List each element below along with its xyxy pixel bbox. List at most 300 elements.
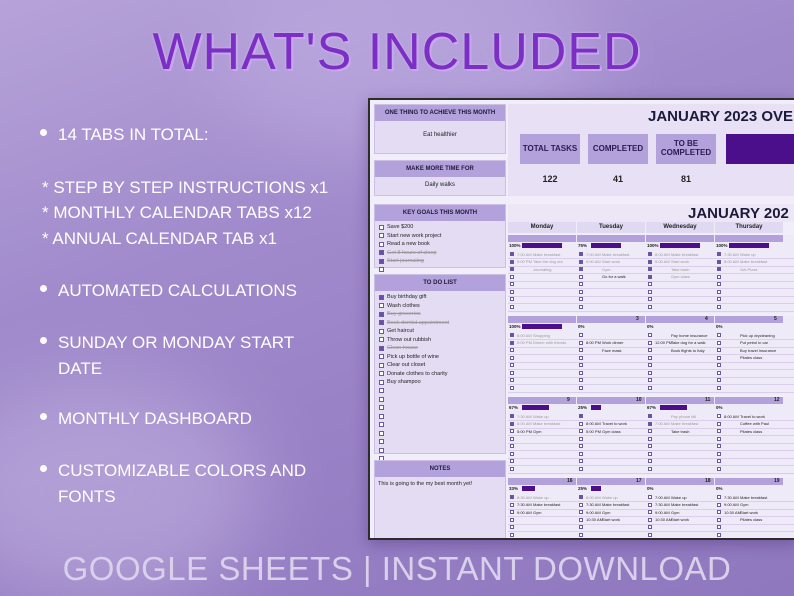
task-text[interactable]: Work dinner xyxy=(602,340,624,345)
task-checkbox[interactable] xyxy=(648,386,652,390)
item-text[interactable]: Wash clothes xyxy=(387,302,420,309)
task-checkbox[interactable] xyxy=(717,267,721,271)
task-checkbox[interactable] xyxy=(717,282,721,286)
task-text[interactable]: Make breakfast xyxy=(602,502,630,507)
task-checkbox[interactable] xyxy=(648,341,652,345)
task-checkbox[interactable] xyxy=(648,378,652,382)
task-time: 8:30 AM xyxy=(517,494,532,500)
task-checkbox[interactable] xyxy=(717,371,721,375)
task-checkbox[interactable] xyxy=(579,510,583,514)
task-text[interactable]: Make breakfast xyxy=(671,421,699,426)
todo-item xyxy=(375,429,505,438)
task-checkbox[interactable] xyxy=(510,297,514,301)
day-header-bar xyxy=(508,235,576,242)
feature-item xyxy=(58,358,102,381)
task-checkbox[interactable] xyxy=(510,533,514,537)
day-header-bar xyxy=(646,397,714,404)
todo-item xyxy=(375,293,505,302)
task-checkbox[interactable] xyxy=(717,378,721,382)
task-text[interactable]: Make breakfast xyxy=(533,421,561,426)
task-checkbox[interactable] xyxy=(579,386,583,390)
item-text[interactable]: Book dentist appointment xyxy=(387,319,450,326)
todo-item xyxy=(375,336,505,345)
task-checkbox[interactable] xyxy=(510,518,514,522)
feature-item xyxy=(42,229,277,249)
task-checkbox[interactable] xyxy=(648,282,652,286)
row-divider xyxy=(508,539,794,540)
overview-title: JANUARY 2023 OVE xyxy=(648,108,794,125)
task-checkbox[interactable] xyxy=(510,414,514,418)
task-checkbox[interactable] xyxy=(648,533,652,537)
item-text[interactable]: Start new work project xyxy=(387,232,442,239)
task-checkbox[interactable] xyxy=(510,452,514,456)
row-divider xyxy=(508,384,794,385)
task-checkbox[interactable] xyxy=(579,503,583,507)
feature-text: DATE xyxy=(58,359,103,378)
calendar-title: JANUARY 202 xyxy=(688,205,789,222)
feature-text: AUTOMATED CALCULATIONS xyxy=(58,281,297,300)
task-checkbox[interactable] xyxy=(579,452,583,456)
feature-text: CUSTOMIZABLE COLORS AND xyxy=(58,461,307,480)
task-checkbox[interactable] xyxy=(510,267,514,271)
task-text[interactable]: Take dog for a walk xyxy=(671,340,706,345)
feature-text: * STEP BY STEP INSTRUCTIONS x1 xyxy=(42,178,329,197)
task-checkbox[interactable] xyxy=(717,437,721,441)
task-text[interactable]: Travel to work xyxy=(740,413,765,419)
stat-remaining-value: 81 xyxy=(680,174,691,184)
task-text[interactable]: Go for a walk xyxy=(602,274,626,279)
item-text[interactable]: Get haircut xyxy=(387,328,414,334)
task-text[interactable]: Journaling xyxy=(533,266,552,272)
task-checkbox[interactable] xyxy=(648,297,652,301)
day-progress-bar xyxy=(591,486,601,491)
task-checkbox[interactable] xyxy=(648,437,652,441)
stat-total-label: TOTAL TASKS xyxy=(520,134,580,164)
task-text[interactable]: Buy travel insurance xyxy=(740,347,777,353)
notes-value[interactable]: This is going to the my best month yet! xyxy=(378,481,473,487)
task-checkbox[interactable] xyxy=(717,533,721,537)
task-text[interactable]: Pilates class xyxy=(740,428,763,434)
task-checkbox[interactable] xyxy=(579,297,583,301)
checkbox[interactable] xyxy=(379,346,384,351)
task-text[interactable]: Start work xyxy=(602,259,621,264)
task-text[interactable]: Start work xyxy=(671,517,690,522)
todo-item xyxy=(375,370,505,379)
task-checkbox[interactable] xyxy=(648,252,652,256)
checkbox[interactable] xyxy=(379,431,384,436)
task-time: 10:30 AM xyxy=(655,517,672,522)
task-checkbox[interactable] xyxy=(648,518,652,522)
task-checkbox[interactable] xyxy=(510,341,514,345)
task-checkbox[interactable] xyxy=(579,363,583,367)
feature-item xyxy=(42,203,312,223)
row-divider xyxy=(508,362,794,363)
day-progress-bar xyxy=(729,243,769,248)
task-checkbox[interactable] xyxy=(717,518,721,522)
task-checkbox[interactable] xyxy=(648,503,652,507)
task-checkbox[interactable] xyxy=(648,371,652,375)
task-checkbox[interactable] xyxy=(579,275,583,279)
checkbox[interactable] xyxy=(379,422,384,427)
task-text[interactable]: Pilates class xyxy=(740,517,763,522)
row-divider xyxy=(508,377,794,378)
day-progress-bar xyxy=(522,243,562,248)
day-percent: 0% xyxy=(716,486,723,491)
task-checkbox[interactable] xyxy=(510,378,514,382)
checkbox[interactable] xyxy=(379,303,384,308)
task-checkbox[interactable] xyxy=(579,444,583,448)
task-text[interactable]: Start work xyxy=(602,517,621,522)
item-text[interactable]: Get 8 hours of sleep xyxy=(387,249,437,256)
task-text[interactable]: Face mask xyxy=(602,347,622,353)
todo-item xyxy=(375,446,505,455)
row-divider xyxy=(508,465,794,466)
goals-box xyxy=(374,204,506,268)
day-percent: 0% xyxy=(716,324,723,329)
task-checkbox[interactable] xyxy=(717,341,721,345)
day-percent: 0% xyxy=(578,324,585,329)
task-time: 9:00 PM xyxy=(517,259,532,264)
task-text[interactable]: Put petrol in car xyxy=(740,340,769,345)
task-checkbox[interactable] xyxy=(579,525,583,529)
task-checkbox[interactable] xyxy=(510,305,514,309)
task-text[interactable]: Gym xyxy=(602,266,611,272)
task-checkbox[interactable] xyxy=(510,252,514,256)
task-checkbox[interactable] xyxy=(510,467,514,471)
task-text[interactable]: Pay phone bill xyxy=(671,413,697,419)
item-text[interactable]: Throw out rubbish xyxy=(387,336,432,343)
task-checkbox[interactable] xyxy=(648,275,652,279)
day-number: 3 xyxy=(636,316,639,322)
task-checkbox[interactable] xyxy=(648,444,652,448)
checkbox[interactable] xyxy=(379,250,384,255)
day-progress-bar xyxy=(660,405,687,410)
item-text[interactable]: Buy groceries xyxy=(387,311,421,317)
page-title: WHAT'S INCLUDED xyxy=(152,23,642,81)
todo-item xyxy=(375,378,505,387)
task-text[interactable]: Gym xyxy=(533,428,542,434)
task-time: 5:00 PM xyxy=(517,428,532,434)
day-percent: 67% xyxy=(647,405,657,410)
task-text[interactable]: Gym xyxy=(671,509,680,515)
task-time: 7:00 AM xyxy=(517,251,532,257)
checkbox[interactable] xyxy=(379,371,384,376)
row-divider xyxy=(508,369,794,370)
day-number: 9 xyxy=(567,397,570,403)
task-text[interactable]: Dinner with friends xyxy=(533,340,567,345)
checkbox[interactable] xyxy=(379,380,384,385)
task-text[interactable]: Make breakfast xyxy=(740,494,768,500)
day-header-bar xyxy=(508,478,576,485)
checkbox[interactable] xyxy=(379,448,384,453)
checkbox[interactable] xyxy=(379,354,384,359)
task-checkbox[interactable] xyxy=(579,348,583,352)
task-checkbox[interactable] xyxy=(717,348,721,352)
task-checkbox[interactable] xyxy=(579,305,583,309)
task-checkbox[interactable] xyxy=(579,495,583,499)
task-text[interactable]: Take trash xyxy=(671,428,690,434)
todo-title: TO DO LIST xyxy=(375,275,505,291)
task-checkbox[interactable] xyxy=(648,363,652,367)
task-text[interactable]: Pilates class xyxy=(740,355,763,360)
task-checkbox[interactable] xyxy=(648,525,652,529)
task-checkbox[interactable] xyxy=(510,371,514,375)
task-text[interactable]: Wake up xyxy=(602,494,618,500)
day-percent: 0% xyxy=(647,486,654,491)
task-text[interactable]: Make breakfast xyxy=(533,251,561,257)
day-header-bar xyxy=(715,316,783,323)
task-text[interactable]: Wake up xyxy=(671,494,687,500)
day-header-bar xyxy=(508,316,576,323)
task-checkbox[interactable] xyxy=(579,260,583,264)
checkbox[interactable] xyxy=(379,225,384,230)
task-time: 9:00 AM xyxy=(724,502,739,507)
task-text[interactable]: Start work xyxy=(740,509,759,515)
task-checkbox[interactable] xyxy=(717,356,721,360)
task-checkbox[interactable] xyxy=(579,356,583,360)
todo-item xyxy=(375,387,505,396)
feature-text: MONTHLY DASHBOARD xyxy=(58,409,252,428)
task-time: 8:00 PM xyxy=(586,340,601,345)
task-checkbox[interactable] xyxy=(579,290,583,294)
task-checkbox[interactable] xyxy=(510,260,514,264)
weekday-header: Wednesday xyxy=(646,222,714,233)
task-checkbox[interactable] xyxy=(648,267,652,271)
task-checkbox[interactable] xyxy=(717,429,721,433)
task-checkbox[interactable] xyxy=(648,356,652,360)
task-checkbox[interactable] xyxy=(579,422,583,426)
task-checkbox[interactable] xyxy=(510,290,514,294)
task-checkbox[interactable] xyxy=(717,363,721,367)
checkbox[interactable] xyxy=(379,320,384,325)
task-checkbox[interactable] xyxy=(510,348,514,352)
todo-item xyxy=(375,404,505,413)
task-text[interactable]: Start work xyxy=(671,259,690,264)
task-checkbox[interactable] xyxy=(717,510,721,514)
task-checkbox[interactable] xyxy=(648,305,652,309)
task-text[interactable]: Shopping xyxy=(533,332,550,338)
item-text[interactable]: Clean house xyxy=(387,345,418,351)
task-text[interactable]: Make breakfast xyxy=(602,251,630,257)
task-checkbox[interactable] xyxy=(717,297,721,301)
task-checkbox[interactable] xyxy=(579,371,583,375)
task-checkbox[interactable] xyxy=(717,525,721,529)
task-text[interactable]: Gym class xyxy=(602,428,621,434)
task-text[interactable]: Take trash xyxy=(671,266,690,272)
item-text[interactable]: Buy birthday gift xyxy=(387,294,427,300)
task-checkbox[interactable] xyxy=(648,459,652,463)
task-checkbox[interactable] xyxy=(717,260,721,264)
task-checkbox[interactable] xyxy=(510,429,514,433)
item-text[interactable]: Pick up bottle of wine xyxy=(387,353,439,360)
notes-box xyxy=(374,460,506,540)
day-header-bar xyxy=(715,397,783,404)
task-checkbox[interactable] xyxy=(648,260,652,264)
task-checkbox[interactable] xyxy=(510,356,514,360)
task-checkbox[interactable] xyxy=(510,444,514,448)
task-checkbox[interactable] xyxy=(717,275,721,279)
day-progress-bar xyxy=(591,243,621,248)
task-text[interactable]: Gym xyxy=(740,502,749,507)
task-checkbox[interactable] xyxy=(648,290,652,294)
checkbox[interactable] xyxy=(379,233,384,238)
checkbox[interactable] xyxy=(379,259,384,264)
task-text[interactable]: Book flights to Italy xyxy=(671,347,705,353)
task-text[interactable]: Travel to work xyxy=(602,421,627,426)
row-divider xyxy=(508,458,794,459)
task-checkbox[interactable] xyxy=(579,467,583,471)
task-checkbox[interactable] xyxy=(648,348,652,352)
task-checkbox[interactable] xyxy=(510,363,514,367)
checkbox[interactable] xyxy=(379,363,384,368)
task-text[interactable]: Wake up xyxy=(533,494,549,500)
checkbox[interactable] xyxy=(379,405,384,410)
task-checkbox[interactable] xyxy=(717,422,721,426)
row-divider xyxy=(508,539,794,540)
checkbox[interactable] xyxy=(379,267,384,272)
checkbox[interactable] xyxy=(379,295,384,300)
task-checkbox[interactable] xyxy=(510,333,514,337)
task-checkbox[interactable] xyxy=(579,267,583,271)
task-checkbox[interactable] xyxy=(510,495,514,499)
feature-item xyxy=(40,332,294,355)
task-checkbox[interactable] xyxy=(510,437,514,441)
checkbox[interactable] xyxy=(379,439,384,444)
one-thing-value[interactable]: Eat healthier xyxy=(423,132,457,138)
task-checkbox[interactable] xyxy=(717,333,721,337)
task-checkbox[interactable] xyxy=(648,495,652,499)
task-checkbox[interactable] xyxy=(648,510,652,514)
task-text[interactable]: Pay home insurance xyxy=(671,332,708,338)
task-text[interactable]: Make breakfast xyxy=(740,259,768,264)
task-checkbox[interactable] xyxy=(579,533,583,537)
task-checkbox[interactable] xyxy=(717,252,721,256)
task-text[interactable]: Wake up xyxy=(533,413,549,419)
spreadsheet-preview xyxy=(368,98,794,540)
task-time: 10:30 AM xyxy=(724,509,741,515)
task-checkbox[interactable] xyxy=(579,437,583,441)
task-text[interactable]: Gym xyxy=(533,509,542,515)
task-checkbox[interactable] xyxy=(579,459,583,463)
task-checkbox[interactable] xyxy=(717,459,721,463)
task-checkbox[interactable] xyxy=(717,444,721,448)
item-text[interactable]: Buy shampoo xyxy=(387,379,421,385)
task-checkbox[interactable] xyxy=(648,414,652,418)
task-checkbox[interactable] xyxy=(717,414,721,418)
task-text[interactable]: Take the dog out xyxy=(533,259,563,264)
day-number: 12 xyxy=(774,397,780,403)
checkbox[interactable] xyxy=(379,414,384,419)
task-text[interactable]: Pick up drycleaning xyxy=(740,332,775,338)
day-number: 5 xyxy=(774,316,777,322)
task-checkbox[interactable] xyxy=(510,386,514,390)
task-text[interactable]: Gym xyxy=(602,509,611,515)
task-checkbox[interactable] xyxy=(717,503,721,507)
task-checkbox[interactable] xyxy=(717,467,721,471)
task-checkbox[interactable] xyxy=(717,290,721,294)
task-text[interactable]: Wake up xyxy=(740,251,756,257)
item-text[interactable]: Donate clothes to charity xyxy=(387,370,448,377)
day-percent: 25% xyxy=(578,486,588,491)
todo-item xyxy=(375,353,505,362)
task-time: 8:00 AM xyxy=(655,251,670,257)
task-checkbox[interactable] xyxy=(510,422,514,426)
day-header-bar xyxy=(646,235,714,242)
task-checkbox[interactable] xyxy=(510,275,514,279)
task-text[interactable]: Gym class xyxy=(671,274,690,279)
bullet-icon xyxy=(40,337,47,344)
task-checkbox[interactable] xyxy=(648,452,652,456)
task-checkbox[interactable] xyxy=(717,386,721,390)
task-checkbox[interactable] xyxy=(648,467,652,471)
task-text[interactable]: Make breakfast xyxy=(533,502,561,507)
checkbox[interactable] xyxy=(379,312,384,317)
day-percent: 75% xyxy=(578,243,588,248)
day-percent: 0% xyxy=(716,405,723,410)
task-checkbox[interactable] xyxy=(579,378,583,382)
one-thing-box xyxy=(374,104,506,154)
task-checkbox[interactable] xyxy=(579,414,583,418)
one-thing-title: ONE THING TO ACHIEVE THIS MONTH xyxy=(375,105,505,121)
task-time: 8:00 AM xyxy=(517,332,532,338)
task-checkbox[interactable] xyxy=(717,452,721,456)
task-checkbox[interactable] xyxy=(510,503,514,507)
task-checkbox[interactable] xyxy=(579,252,583,256)
task-checkbox[interactable] xyxy=(510,282,514,286)
more-time-value[interactable]: Daily walks xyxy=(424,182,455,188)
item-text[interactable]: Save $200 xyxy=(387,224,414,230)
task-checkbox[interactable] xyxy=(717,305,721,309)
checkbox[interactable] xyxy=(379,329,384,334)
item-text[interactable]: Start journaling xyxy=(387,258,424,264)
task-checkbox[interactable] xyxy=(510,525,514,529)
task-checkbox[interactable] xyxy=(648,422,652,426)
overview-progress-block xyxy=(726,134,794,164)
checkbox[interactable] xyxy=(379,337,384,342)
checkbox[interactable] xyxy=(379,397,384,402)
checkbox[interactable] xyxy=(379,242,384,247)
row-divider xyxy=(508,501,794,502)
task-checkbox[interactable] xyxy=(717,495,721,499)
checkbox[interactable] xyxy=(379,388,384,393)
bullet-icon xyxy=(40,285,47,292)
day-number: 17 xyxy=(636,478,642,484)
task-text[interactable]: Make breakfast xyxy=(671,502,699,507)
task-checkbox[interactable] xyxy=(648,333,652,337)
stat-completed-label: COMPLETED xyxy=(588,134,648,164)
task-checkbox[interactable] xyxy=(510,510,514,514)
item-text[interactable]: Clear out closet xyxy=(387,362,426,368)
task-checkbox[interactable] xyxy=(579,333,583,337)
task-time: 8:00 AM xyxy=(517,421,532,426)
task-checkbox[interactable] xyxy=(648,429,652,433)
day-header-bar xyxy=(646,316,714,323)
task-checkbox[interactable] xyxy=(510,459,514,463)
task-text[interactable]: Coffee with Paul xyxy=(740,421,770,426)
item-text[interactable]: Read a new book xyxy=(387,241,430,247)
task-text[interactable]: Make breakfast xyxy=(671,251,699,257)
task-checkbox[interactable] xyxy=(579,429,583,433)
goal-item xyxy=(375,223,505,232)
row-divider xyxy=(508,539,794,540)
calendar-week xyxy=(508,235,794,313)
task-text[interactable]: Get Pizza xyxy=(740,266,758,272)
task-checkbox[interactable] xyxy=(579,282,583,286)
task-checkbox[interactable] xyxy=(579,518,583,522)
task-checkbox[interactable] xyxy=(579,341,583,345)
task-time: 7:30 AM xyxy=(517,502,532,507)
row-divider xyxy=(508,296,794,297)
